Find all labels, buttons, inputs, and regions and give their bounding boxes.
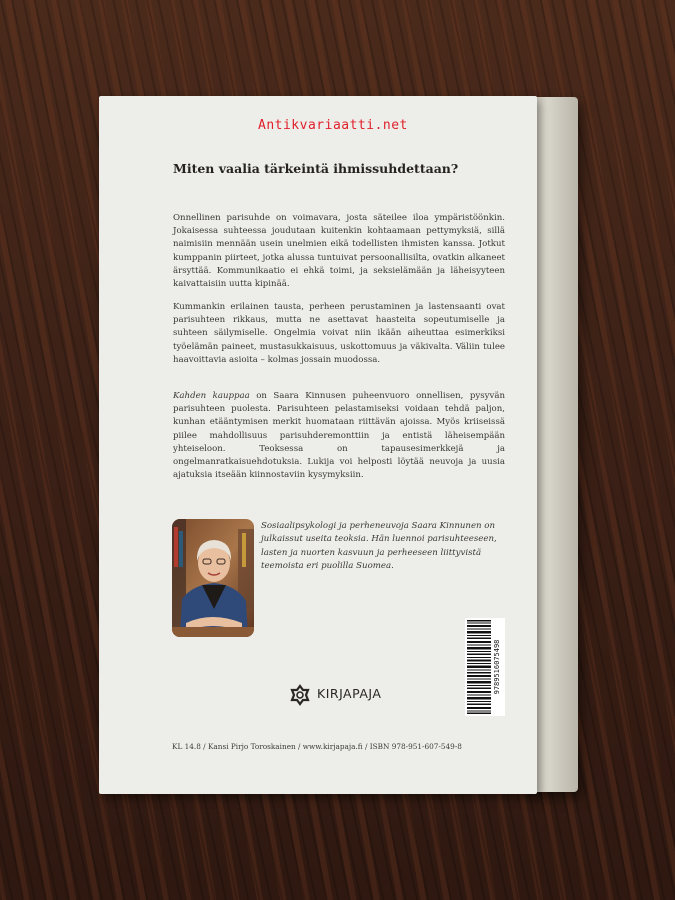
blurb-paragraph-1: Onnellinen parisuhde on voimavara, josta säteilee iloa ympäristöönkin. Jokaisessa suhteessa joudutaan kuitenkin kohtaamaan pettymyksiä, sillä naimisiin mennään usein unelmien eikä todellisten ihmisten kanssa. Jotkut kumppanin piirteet, jotka alussa tuntuivat persoonallisilta, ovatkin alkaneet ärsyttää. Kommunikaatio ei ehkä toimi, ja seksielämään ja läheisyyteen kaivattaisiin uutta kipinää.: [173, 213, 505, 290]
publisher-name: KIRJAPAJA: [317, 686, 382, 701]
blurb-paragraph-3: [173, 390, 505, 482]
blurb-paragraph-3-text: on Saara Kinnusen puheenvuoro onnellisen, pysyvän parisuhteen puolesta. Parisuhteen pelastamiseksi voidaan tehdä paljon, kunhan etääntymisen merkit huomataan riittävän ajoissa. Myös kriiseissä piilee mahdollisuus parisuhderemonttiin ja entistä läheisempään yhteiseloon. Teoksessa on tapausesimerkkejä ja ongelmanratkaisuehdotuksia. Lukija voi helposti löytää neuvoja ja uusia ajatuksia itseään kiinnostaviin kysymyksiin.: [173, 391, 505, 481]
book-title-inline: Kahden kauppaa: [173, 391, 250, 401]
isbn-barcode: [465, 618, 505, 716]
blurb-paragraph-2: Kummankin erilainen tausta, perheen perustaminen ja lastensaanti ovat parisuhteen rikkaus, mutta ne asettavat haasteita sopeutumiselle ja suhteen säilymiselle. Ongelmia voivat niin ikään aiheuttaa esimerkiksi työelämän paineet, mustasukkaisuus, uskottomuus ja väkivalta. Väliin tulee haavoittavia asioita – kolmas jossain muodossa.: [173, 302, 505, 365]
author-bio: Sosiaalipsykologi ja perheneuvoja Saara Kinnunen on julkaissut useita teoksia. Hän luennoi parisuhteeseen, lasten ja nuorten kasvuun ja perheeseen liittyvistä teemoista eri puolilla Suomea.: [261, 521, 497, 571]
kirjapaja-logo-icon: [289, 684, 311, 706]
watermark-text: Antikvariaatti.net: [258, 118, 408, 133]
cover-heading: Miten vaalia tärkeintä ihmissuhdettaan?: [173, 161, 459, 176]
cover-footer: KL 14.8 / Kansi Pirjo Toroskainen / www.kirjapaja.fi / ISBN 978-951-607-549-8: [172, 742, 462, 751]
barcode-number: 9789516075498: [493, 639, 501, 695]
author-photo: [172, 519, 254, 637]
